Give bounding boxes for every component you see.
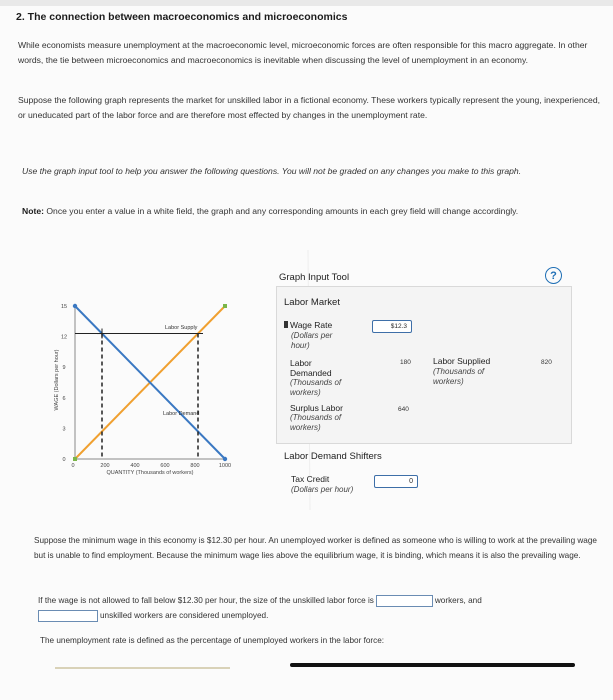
y-tick-label: 9: [62, 365, 66, 372]
labor-market-title: Labor Market: [284, 297, 340, 308]
cursor-marker: [284, 321, 288, 328]
intro-paragraph: While economists measure unemployment at the macroeconomic level, microeconomic forces are often responsible for this macro aggregate. In other words, the tie between microeconomics and macroeconomics is inevitable when discussing the level of unemployment in an economy.: [18, 40, 588, 65]
y-tick-label: 12: [60, 334, 68, 341]
question-title: 2. The connection between macroeconomics and microeconomics: [16, 11, 348, 23]
labor-force-answer-input[interactable]: [376, 595, 433, 607]
note-paragraph: [22, 204, 597, 219]
wage-rate-input[interactable]: $12.3: [372, 320, 412, 333]
labor-demanded-label: Labor Demanded: [290, 358, 332, 378]
formula-line-right: [290, 663, 575, 667]
x-ticks: [71, 463, 231, 469]
plot-area: [73, 304, 227, 461]
demand-endpoint-marker: [73, 304, 77, 308]
labor-force-question-end: workers, and: [434, 596, 482, 605]
supply-endpoint-marker: [73, 457, 77, 461]
unemployed-answer-input[interactable]: [38, 610, 98, 622]
y-axis-label: WAGE (Dollars per hour): [54, 349, 60, 411]
demand-label: Labor Demand: [163, 411, 200, 417]
wage-rate-unit: (Dollars per hour): [291, 331, 333, 350]
supply-label: Labor Supply: [165, 325, 198, 331]
x-tick-label: 400: [130, 463, 140, 469]
x-axis-label: QUANTITY (Thousands of workers): [106, 470, 194, 476]
graph-input-tool-title: Graph Input Tool: [279, 272, 350, 283]
x-tick-label: 600: [160, 463, 170, 469]
y-tick-label: 3: [62, 426, 66, 433]
x-tick-label: 200: [100, 463, 110, 469]
unemployed-question-end: unskilled workers are considered unemployed.: [100, 611, 269, 620]
help-icon[interactable]: ?: [545, 267, 562, 284]
surplus-labor-unit: (Thousands of workers): [290, 413, 342, 432]
surplus-labor-label: Surplus Labor: [290, 403, 343, 413]
labor-force-question-start: If the wage is not allowed to fall below $12.30 per hour, the size of the unskilled labor force is: [38, 596, 374, 605]
y-tick-label: 0: [62, 457, 66, 463]
x-tick-label: 1000: [218, 463, 232, 469]
supply-endpoint-marker: [223, 304, 227, 308]
unemployment-rate-paragraph: The unemployment rate is defined as the percentage of unemployed workers in the labor force:: [40, 636, 385, 645]
tax-credit-input[interactable]: 0: [374, 475, 418, 488]
demand-endpoint-marker: [223, 457, 227, 461]
note-text: Once you enter a value in a white field, the graph and any corresponding amounts in each grey field will change accordingly.: [43, 206, 519, 216]
note-label: Note:: [22, 206, 44, 216]
formula-line-left: [55, 667, 230, 669]
wage-rate-text: Wage Rate: [290, 320, 333, 330]
demand-shifters-title: Labor Demand Shifters: [284, 451, 382, 462]
tax-credit-unit: (Dollars per hour): [291, 485, 354, 494]
wage-rate-label: [284, 321, 332, 331]
tax-credit-label: Tax Credit: [291, 474, 330, 484]
y-tick-label: 6: [62, 395, 66, 402]
labor-demanded-unit: (Thousands of workers): [290, 378, 342, 397]
scenario-paragraph: Suppose the following graph represents the market for unskilled labor in a fictional economy. These workers typically represent the young, inexperienced, or uneducated part of the labor force and are therefore most effected by changes in the unemployment rate.: [18, 95, 600, 120]
instruction-paragraph: Use the graph input tool to help you answer the following questions. You will not be graded on any changes you make to this graph.: [22, 166, 522, 176]
surplus-labor-value: 640: [398, 406, 409, 413]
minimum-wage-paragraph: Suppose the minimum wage in this economy is $12.30 per hour. An unemployed worker is defined as someone who is willing to work at the prevailing wage but is unable to find employment. Because the minimum wage lies above the equilibrium wage, it is binding, which means it is also the prevailing wage.: [34, 536, 597, 560]
y-tick-label: 15: [60, 304, 68, 310]
labor-supplied-label: Labor Supplied: [433, 356, 491, 366]
top-bar: [0, 0, 613, 6]
x-tick-label: 800: [190, 463, 200, 469]
labor-supplied-unit: (Thousands of workers): [433, 367, 485, 386]
labor-force-question: [38, 593, 608, 623]
x-tick-label: 0: [71, 463, 75, 469]
labor-supplied-value: 820: [541, 359, 552, 366]
y-ticks: [61, 304, 67, 463]
labor-demanded-value: 180: [400, 359, 411, 366]
